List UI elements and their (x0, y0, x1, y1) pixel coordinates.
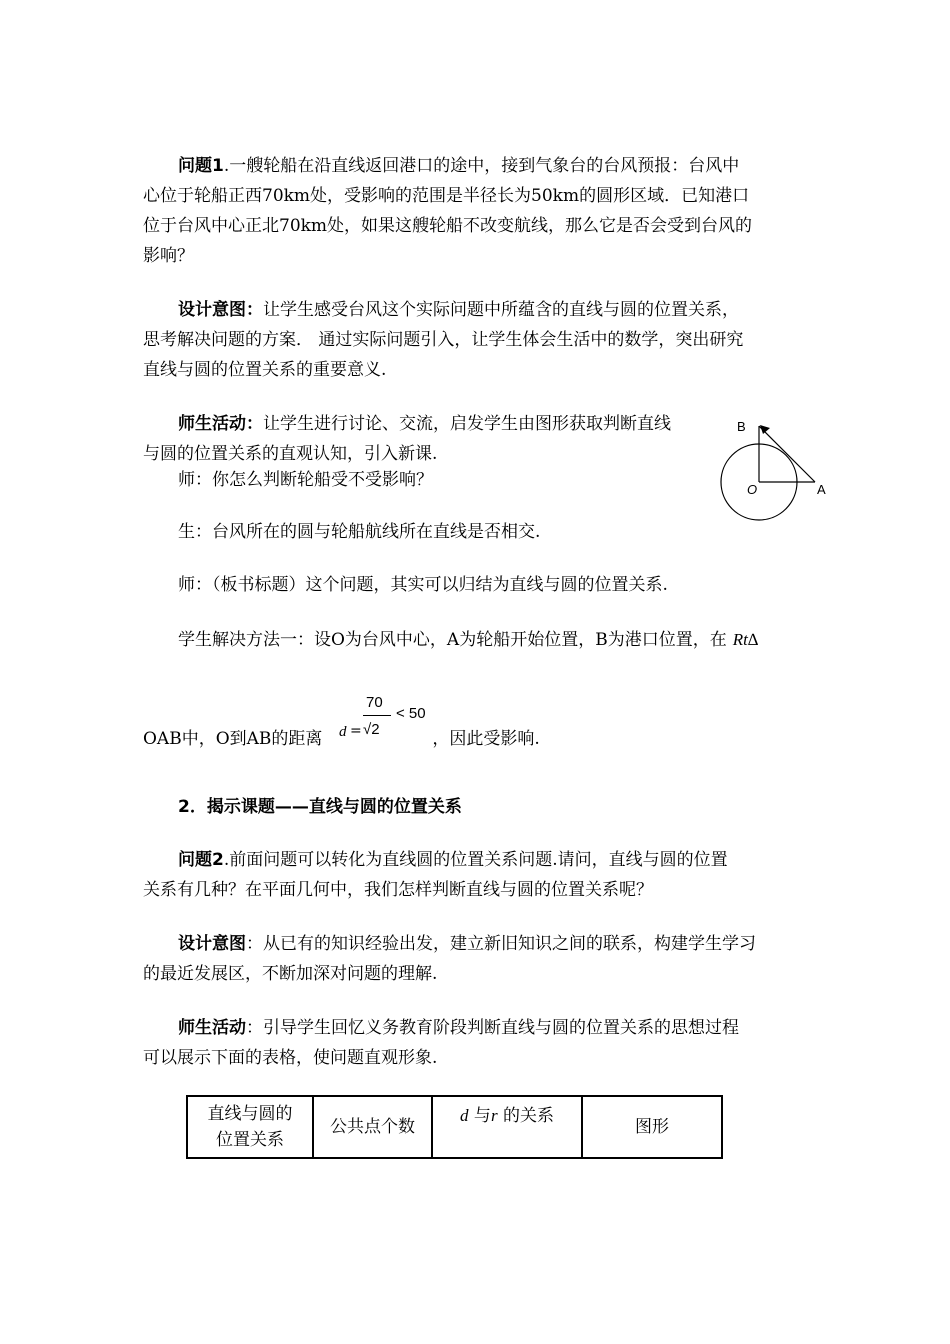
dialogue-student: 生：台风所在的圆与轮船航线所在直线是否相交. (178, 522, 541, 542)
formula-equals: = (350, 723, 362, 739)
typhoon-figure (713, 412, 833, 524)
design-intent2-line1: 设计意图：从已有的知识经验出发，建立新旧知识之间的联系，构建学生学习 (178, 934, 756, 954)
header-figure: 图形 (582, 1096, 722, 1158)
relation-table (186, 1095, 723, 1159)
solution-line2: OAB中，O到AB的距离 ，因此受影响. (143, 729, 540, 749)
header-common-points: 公共点个数 (313, 1096, 432, 1158)
formula-numerator: 70 (366, 694, 383, 711)
design-intent2-line2: 的最近发展区，不断加深对问题的理解. (143, 964, 438, 984)
problem2-line1: 问题2.前面问题可以转化为直线圆的位置关系问题.请问，直线与圆的位置 (178, 850, 728, 870)
activity2-label: 师生活动 (178, 1018, 246, 1038)
label-b: B (737, 419, 746, 434)
label-a: A (817, 482, 826, 497)
header-d-r-relation: d 与r 的关系 (432, 1096, 582, 1158)
design-intent1-label: 设计意图： (178, 300, 263, 320)
solution-line1: 学生解决方法一：设O为台风中心，A为轮船开始位置，B为港口位置，在 Rt∆ (178, 630, 759, 650)
activity1-label: 师生活动： (178, 414, 263, 434)
activity2-line2: 可以展示下面的表格，使问题直观形象. (143, 1048, 438, 1068)
problem1-line3: 位于台风中心正北70km处，如果这艘轮船不改变航线，那么它是否会受到台风的 (143, 216, 753, 236)
design-intent1-line2: 思考解决问题的方案． 通过实际问题引入，让学生体会生活中的数学，突出研究 (143, 330, 744, 350)
section2-heading: 2．揭示课题——直线与圆的位置关系 (178, 797, 462, 817)
header-position-relation: 直线与圆的 位置关系 (187, 1096, 313, 1158)
activity1-line1: 师生活动：让学生进行讨论、交流，启发学生由图形获取判断直线 (178, 414, 671, 434)
design-intent2-label: 设计意图 (178, 934, 246, 954)
problem1-label: 问题1 (178, 156, 224, 176)
design-intent1-line3: 直线与圆的位置关系的重要意义. (143, 360, 387, 380)
activity2-line1: 师生活动：引导学生回忆义务教育阶段判断直线与圆的位置关系的思想过程 (178, 1018, 739, 1038)
rt-triangle-symbol: Rt∆ (732, 630, 759, 649)
fraction-bar (363, 715, 391, 716)
design-intent1-line1: 设计意图：让学生感受台风这个实际问题中所蕴含的直线与圆的位置关系， (178, 300, 739, 320)
problem1-line2: 心位于轮船正西70km处，受影响的范围是半径长为50km的圆形区域．已知港口 (143, 186, 750, 206)
table-header-row (187, 1096, 722, 1158)
activity1-line2: 与圆的位置关系的直观认知，引入新课. (143, 444, 438, 464)
dialogue-teacher-2: 师：（板书标题）这个问题，其实可以归结为直线与圆的位置关系. (178, 575, 668, 595)
problem1-line4: 影响？ (143, 246, 194, 266)
segment-ab (759, 426, 815, 482)
formula-denominator: √2 (363, 721, 380, 738)
formula-d: d (339, 724, 347, 740)
formula-less-than: < 50 (396, 705, 426, 722)
dialogue-teacher-1: 师：你怎么判断轮船受不受影响？ (178, 470, 433, 490)
problem1-line1: 问题1.一艘轮船在沿直线返回港口的途中，接到气象台的台风预报：台风中 (178, 156, 740, 176)
problem2-line2: 关系有几种？在平面几何中，我们怎样判断直线与圆的位置关系呢？ (143, 880, 653, 900)
problem2-label: 问题2 (178, 850, 224, 870)
label-o: O (747, 482, 758, 497)
